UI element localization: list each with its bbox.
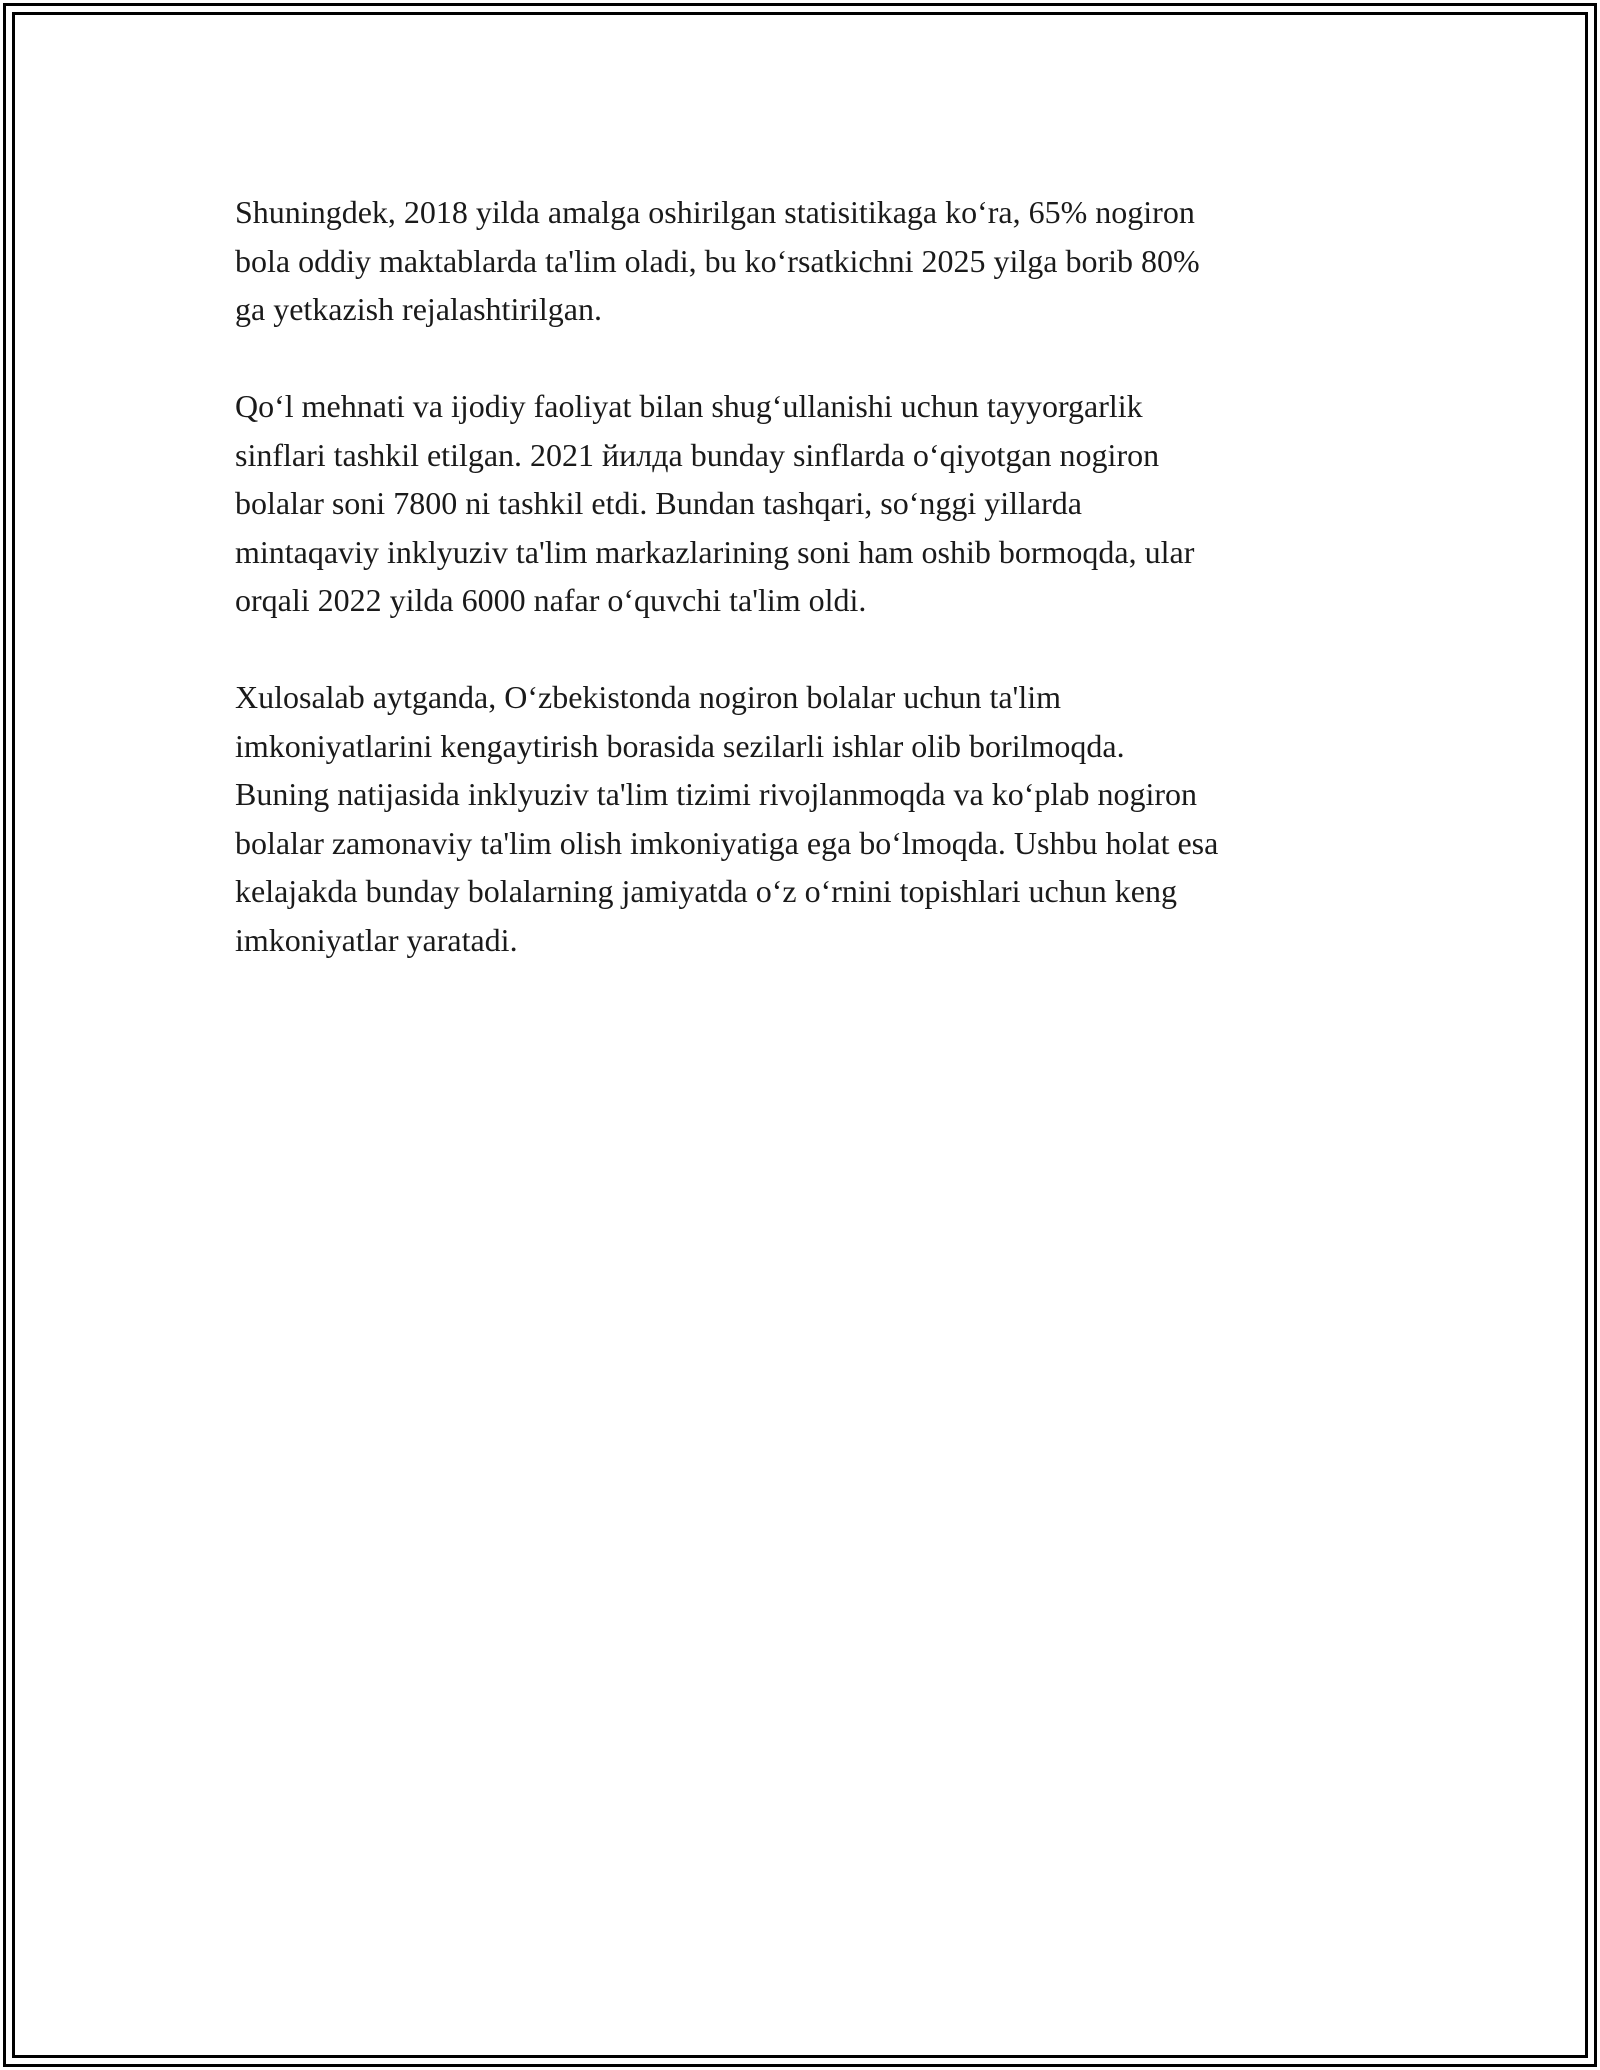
document-body	[235, 188, 1385, 1013]
paragraph-preparatory-classes: Qo‘l mehnati va ijodiy faoliyat bilan shug‘ullanishi uchun tayyorgarlik sinflari tashkil etilgan. 2021 йилда bunday sinflarda o‘qiyotgan nogiron bolalar soni 7800 ni tashkil etdi. Bundan tashqari, so‘nggi yillarda mintaqaviy inklyuziv ta'lim markazlarining soni ham oshib bormoqda, ular orqali 2022 yilda 6000 nafar o‘quvchi ta'lim oldi.	[235, 388, 1195, 618]
paragraph-statistics: Shuningdek, 2018 yilda amalga oshirilgan statisitikaga ko‘ra, 65% nogiron bola oddiy maktablarda ta'lim oladi, bu ko‘rsatkichni 2025 yilga borib 80% ga yetkazish rejalashtirilgan.	[235, 194, 1200, 327]
paragraph-conclusion: Xulosalab aytganda, O‘zbekistonda nogiron bolalar uchun ta'lim imkoniyatlarini kengaytirish borasida sezilarli ishlar olib borilmoqda. Buning natijasida inklyuziv ta'lim tizimi rivojlanmoqda va ko‘plab nogiron bolalar zamonaviy ta'lim olish imkoniyatiga ega bo‘lmoqda. Ushbu holat esa kelajakda bunday bolalarning jamiyatda o‘z o‘rnini topishlari uchun keng imkoniyatlar yaratadi.	[235, 679, 1219, 958]
